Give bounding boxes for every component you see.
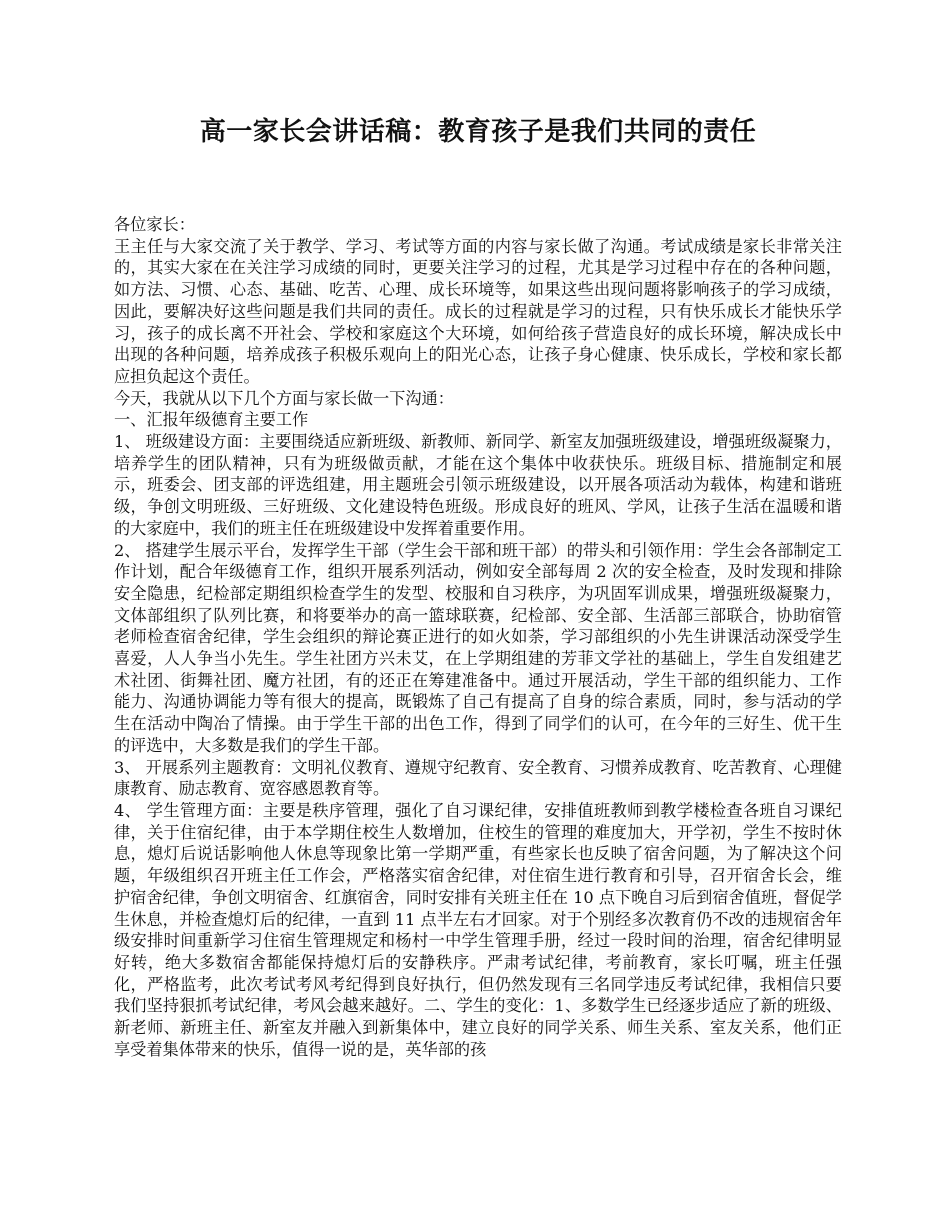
document-body (114, 214, 842, 1060)
item-1-class-building: 1、 班级建设方面：主要围绕适应新班级、新教师、新同学、新室友加强班级建设，增强班级凝聚力，培养学生的团队精神，只有为班级做贡献，才能在这个集体中收获快乐。班级目标、措施制定和展示，班委会、团支部的评选组建，用主题班会引领示班级建设，以开展各项活动为载体，构建和谐班级，争创文明班级、三好班级、文化建设特色班级。形成良好的班风、学风，让孩子生活在温暖和谐的大家庭中，我们的班主任在班级建设中发挥着重要作用。 (114, 432, 842, 538)
item-4-student-management: 4、 学生管理方面：主要是秩序管理，强化了自习课纪律，安排值班教师到教学楼检查各班自习课纪律，关于住宿纪律，由于本学期住校生人数增加，住校生的管理的难度加大，开学初，学生不按时休息，熄灯后说话影响他人休息等现象比第一学期严重，有些家长也反映了宿舍问题，为了解决这个问题，年级组织召开班主任工作会，严格落实宿舍纪律，对住宿生进行教育和引导，召开宿舍长会，维护宿舍纪律，争创文明宿舍、红旗宿舍，同时安排有关班主任在 10 点下晚自习后到宿舍值班，督促学生休息，并检查熄灯后的纪律，一直到 11 点半左右才回家。对于个别经多次教育仍不改的违规宿舍年级安排时间重新学习住宿生管理规定和杨村一中学生管理手册，经过一段时间的治理，宿舍纪律明显好转，绝大多数宿舍都能保持熄灯后的安静秩序。严肃考试纪律，考前教育，家长叮嘱，班主任强化，严格监考，此次考试考风考纪得到良好执行，但仍然发现有三名同学违反考试纪律，我相信只要我们坚持狠抓考试纪律，考风会越来越好。二、学生的变化：1、多数学生已经逐步适应了新的班级、新老师、新班主任、新室友并融入到新集体中，建立良好的同学关系、师生关系、室友关系，他们正享受着集体带来的快乐，值得一说的是，英华部的孩 (114, 800, 842, 1059)
salutation: 各位家长： (114, 215, 195, 234)
item-2-student-leaders: 2、 搭建学生展示平台，发挥学生干部（学生会干部和班干部）的带头和引领作用：学生会各部制定工作计划，配合年级德育工作，组织开展系列活动，例如安全部每周 2 次的安全检查，及时发现和排除安全隐患，纪检部定期组织检查学生的发型、校服和自习秩序，为巩固军训成果，增强班级凝聚力，文体部组织了队列比赛，和将要举办的高一篮球联赛，纪检部、安全部、生活部三部联合，协助宿管老师检查宿舍纪律，学生会组织的辩论赛正进行的如火如荼，学习部组织的小先生讲课活动深受学生喜爱，人人争当小先生。学生社团方兴未艾，在上学期组建的芳菲文学社的基础上，学生自发组建艺术社团、街舞社团、魔方社团，有的还正在筹建准备中。通过开展活动，学生干部的组织能力、工作能力、沟通协调能力等有很大的提高，既锻炼了自己有提高了自身的综合素质，同时，参与活动的学生在活动中陶冶了情操。由于学生干部的出色工作，得到了同学们的认可，在今年的三好生、优干生的评选中，大多数是我们的学生干部。 (114, 540, 842, 755)
agenda-line: 今天，我就从以下几个方面与家长做一下沟通： (114, 388, 454, 408)
item-3-theme-education: 3、 开展系列主题教育：文明礼仪教育、遵规守纪教育、安全教育、习惯养成教育、吃苦教育、心理健康教育、励志教育、宽容感恩教育等。 (114, 757, 842, 799)
section-heading-1: 一、汇报年级德育主要工作 (114, 410, 309, 430)
document-title: 高一家长会讲话稿：教育孩子是我们共同的责任 (199, 117, 757, 147)
intro-paragraph: 王主任与大家交流了关于教学、学习、考试等方面的内容与家长做了沟通。考试成绩是家长非常关注的，其实大家在在关注学习成绩的同时，更要关注学习的过程，尤其是学习过程中存在的各种问题，如方法、习惯、心态、基础、吃苦、心理、成长环境等，如果这些出现问题将影响孩子的学习成绩，因此，要解决好这些问题是我们共同的责任。成长的过程就是学习的过程，只有快乐成长才能快乐学习，孩子的成长离不开社会、学校和家庭这个大环境，如何给孩子营造良好的成长环境，解决成长中出现的各种问题，培养成孩子积极乐观向上的阳光心态，让孩子身心健康、快乐成长，学校和家长都应担负起这个责任。 (114, 236, 842, 386)
